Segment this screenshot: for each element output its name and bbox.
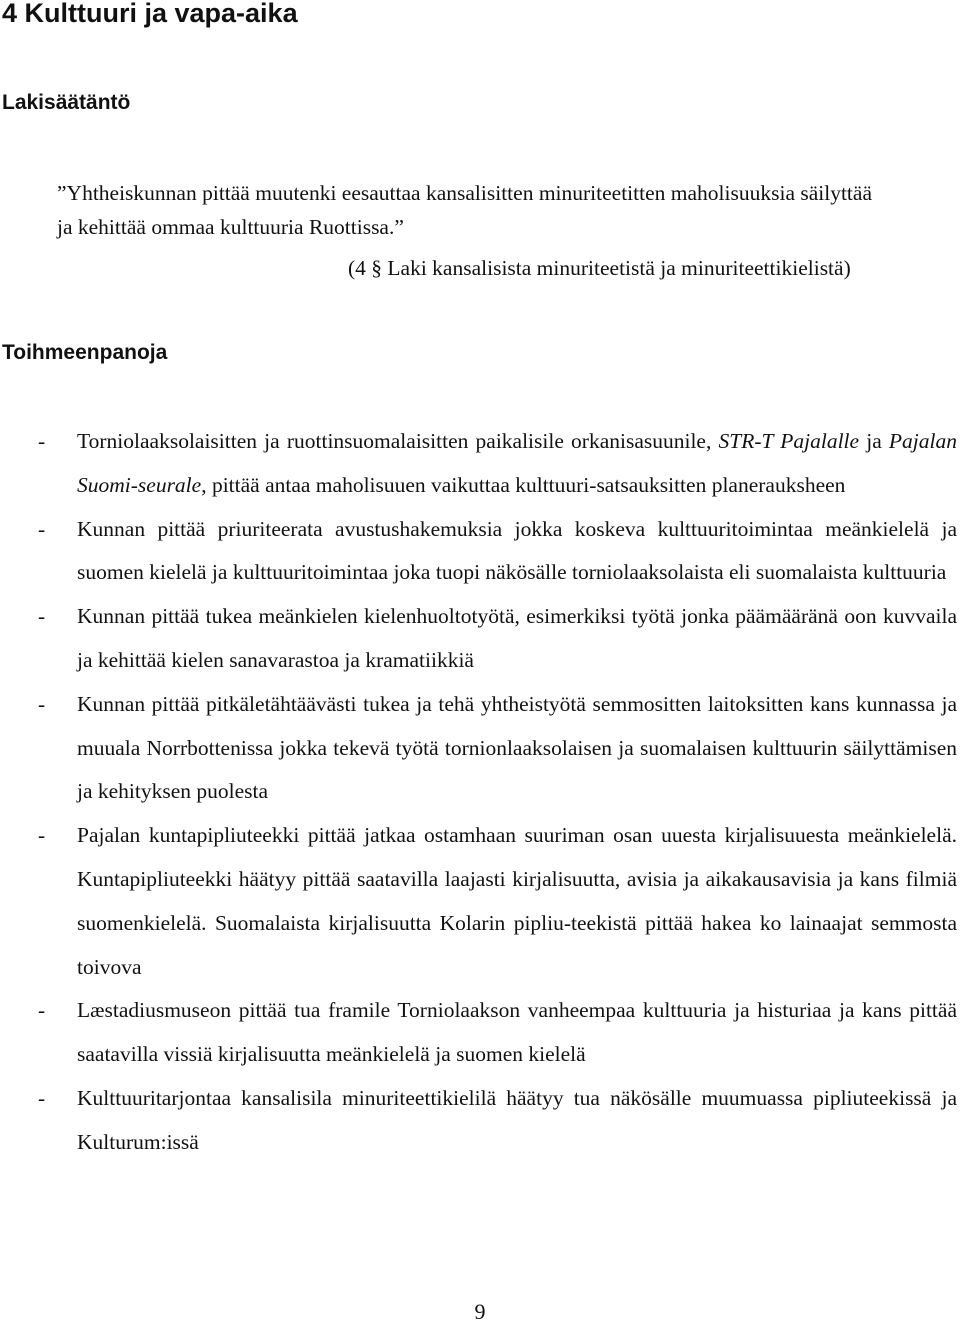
list-item-text: ja	[859, 429, 889, 453]
list-item-text: Kunnan pittää tukea meänkielen kielenhuoltotyötä, esimerkiksi työtä jonka päämääränä oon kuvvaila ja kehittää kielen sanavarastoa ja kramatiikkiä	[77, 604, 957, 672]
law-quote: ”Yhtheiskunnan pittää muutenki eesauttaa kansalisitten minuriteetitten maholisuuksia säilyttää ja kehittää ommaa kulttuuria Ruottissa.”	[57, 181, 872, 239]
list-item	[0, 814, 957, 989]
list-bullet-dash: -	[38, 604, 46, 629]
list-item-text: Torniolaaksolaisitten ja ruottinsuomalaisitten paikalisile orkanisasuunile,	[77, 429, 719, 453]
list-item-text: Pajalan kuntapipliuteekki pittää jatkaa ostamhaan suuriman osan uuesta kirjalisuuesta meänkielelä. Kuntapipliuteekki häätyy pittää saatavilla laajasti kirjalisuutta, avisia ja aikakausavisia ja kans filmiä suomenkielelä. Suomalaista kirjalisuutta Kolarin pipliu-teekistä pittää hakea ko lainaajat semmosta toivova	[77, 823, 957, 979]
implementation-list	[0, 420, 957, 1165]
list-item	[0, 683, 957, 814]
organization-name: Pajalan Suomi-seurale	[77, 429, 957, 497]
list-item	[0, 420, 957, 508]
list-item-text: Læstadiusmuseon pittää tua framile Torniolaakson vanheempaa kulttuuria ja histuriaa ja kans pittää saatavilla vissiä kirjalisuutta meänkielelä ja suomen kielelä	[77, 998, 957, 1067]
list-bullet-dash: -	[38, 823, 46, 848]
organization-name: STR-T Pajalalle	[718, 429, 860, 453]
list-item	[0, 989, 957, 1077]
law-quote-source: (4 § Laki kansalisista minuriteetistä ja minuriteettikielistä)	[348, 256, 851, 280]
list-bullet-dash: -	[38, 1085, 46, 1110]
page-number: 9	[474, 1299, 486, 1324]
list-bullet-dash: -	[38, 429, 46, 453]
chapter-title: 4 Kulttuuri ja vapa-aika	[2, 0, 298, 28]
list-item	[0, 595, 957, 683]
list-item-text: Kunnan pittää pitkäletähtäävästi tukea ja tehä yhtheistyötä semmositten laitoksitten kans kunnassa ja muuala Norrbottenissa jokka tekevä työtä tornionlaaksolaisen ja suomalaisen kulttuurin säilyttämisen ja kehityksen puolesta	[77, 691, 957, 804]
section-heading-implementation: Toihmeenpanoja	[2, 341, 168, 364]
list-bullet-dash: -	[38, 516, 46, 541]
list-item-text: Kulttuuritarjontaa kansalisila minuriteettikielilä häätyy tua näkösälle muumuassa pipliuteekissä ja Kulturum:issä	[77, 1085, 957, 1154]
section-heading-law: Lakisäätäntö	[2, 91, 131, 114]
list-item-text: , pittää antaa maholisuuen vaikuttaa kulttuuri-satsauksitten planerauksheen	[201, 472, 846, 497]
list-item-text: Kunnan pittää priuriteerata avustushakemuksia jokka koskeva kulttuuritoimintaa meänkielelä ja suomen kielelä ja kulttuuritoimintaa joka tuopi näkösälle torniolaaksolaista eli suomalaista kulttuuria	[77, 516, 957, 585]
list-bullet-dash: -	[38, 691, 46, 716]
list-item	[0, 1077, 957, 1165]
list-item	[0, 508, 957, 596]
list-bullet-dash: -	[38, 998, 46, 1023]
